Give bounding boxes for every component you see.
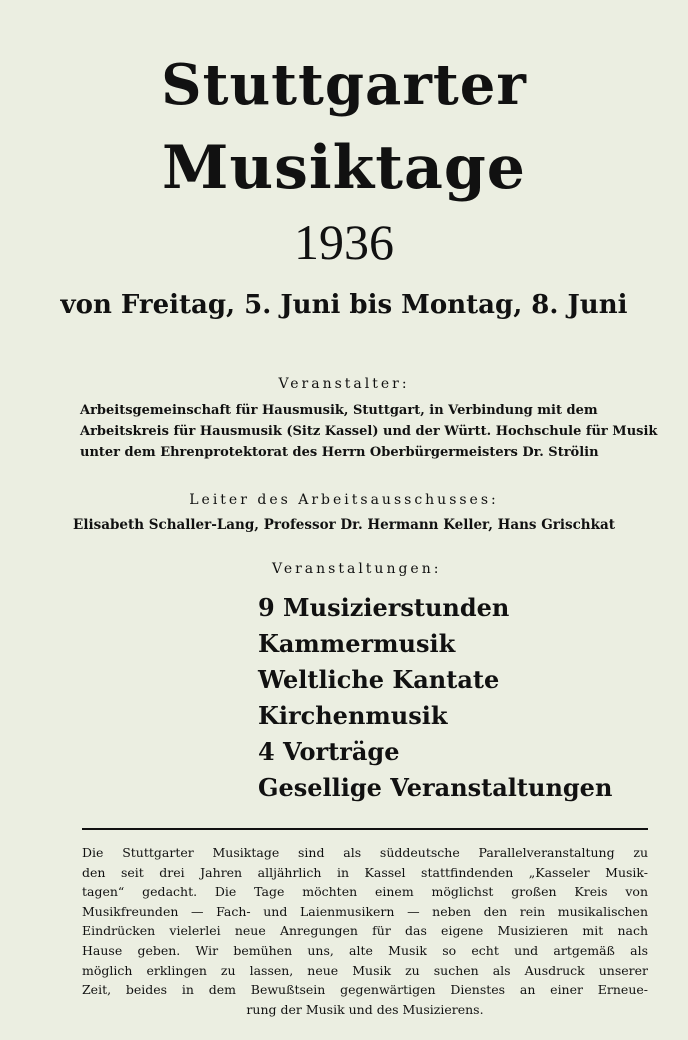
dates: von Freitag, 5. Juni bis Montag, 8. Juni <box>60 290 628 320</box>
notice-line: möglich erklingen zu lassen, neue Musik zu suchen als Ausdruck unserer <box>82 962 648 978</box>
event-item: 4 Vorträge <box>258 737 400 766</box>
committee-names: Elisabeth Schaller-Lang, Professor Dr. Hermann Keller, Hans Grischkat <box>73 517 615 533</box>
events-label: Veranstaltungen: <box>272 561 442 577</box>
event-item: Gesellige Veranstaltungen <box>258 773 613 802</box>
divider-rule <box>82 828 648 830</box>
notice-line: tagen“ gedacht. Die Tage möchten einem möglichst großen Kreis von <box>82 884 648 900</box>
organizer-label: Veranstalter: <box>278 376 410 392</box>
title-line-1: Stuttgarter <box>161 52 527 118</box>
event-item: Kirchenmusik <box>258 701 448 730</box>
notice-line: Die Stuttgarter Musiktage sind als süddeutsche Parallelveranstaltung zu <box>82 845 648 860</box>
event-item: Kammermusik <box>258 629 456 658</box>
title-line-2: Musiktage <box>162 133 526 203</box>
organizer-line: unter dem Ehrenprotektorat des Herrn Oberbürgermeisters Dr. Strölin <box>80 445 599 460</box>
notice-line: Musikfreunden — Fach- und Laienmusikern — neben den rein musikalischen <box>82 903 648 919</box>
organizer-line: Arbeitsgemeinschaft für Hausmusik, Stuttgart, in Verbindung mit dem <box>80 403 598 418</box>
event-item: Weltliche Kantate <box>258 665 500 694</box>
notice-paragraph <box>82 843 648 1019</box>
notice-line: rung der Musik und des Musizierens. <box>246 1001 484 1017</box>
organizer-block <box>80 400 660 463</box>
events-list <box>258 590 612 806</box>
event-item: 9 Musizierstunden <box>258 593 510 622</box>
notice-line: Zeit, beides in dem Bewußtsein gegenwärtigen Dienstes an einer Erneue- <box>82 982 648 998</box>
notice-line: Eindrücken vielerlei neue Anregungen für das eigene Musizieren mit nach <box>82 923 648 939</box>
organizer-line: Arbeitskreis für Hausmusik (Sitz Kassel) und der Württ. Hochschule für Musik <box>80 424 658 439</box>
notice-line: Hause geben. Wir bemühen uns, alte Musik so echt und artgemäß als <box>82 942 648 958</box>
committee-label: Leiter des Arbeitsausschusses: <box>189 492 499 508</box>
notice-line: den seit drei Jahren alljährlich in Kassel stattfindenden „Kasseler Musik- <box>82 864 648 880</box>
year: 1936 <box>294 214 394 270</box>
